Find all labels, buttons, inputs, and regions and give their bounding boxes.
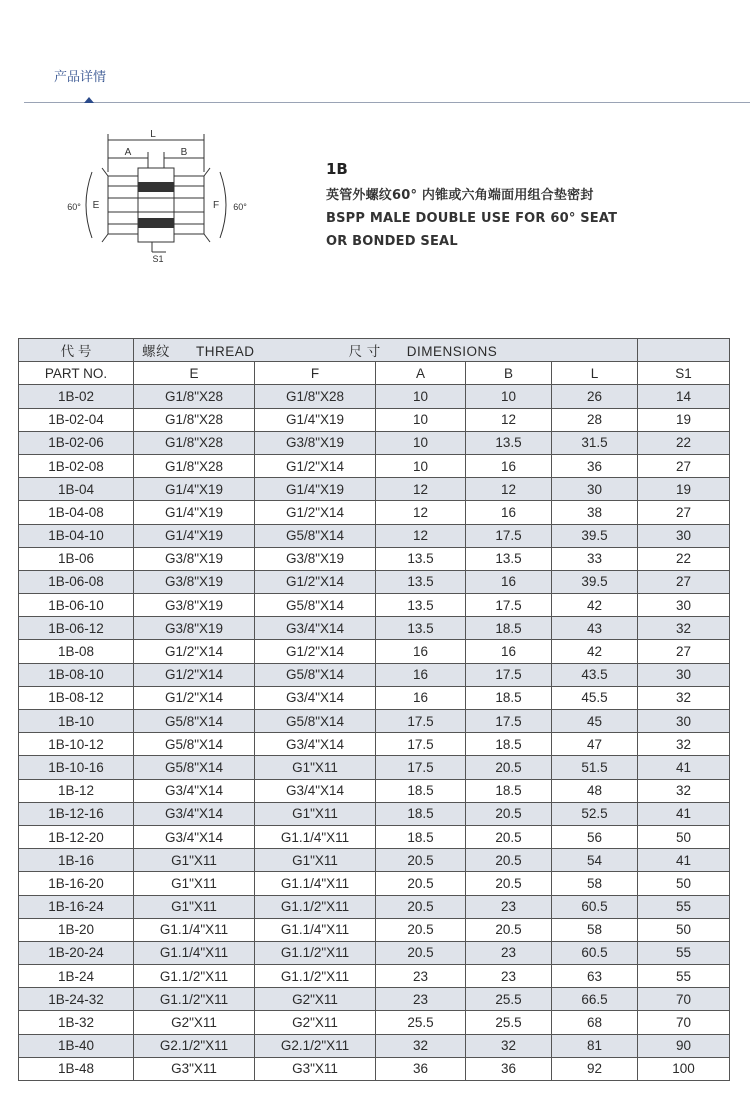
cell-s1: 22 (638, 431, 730, 454)
cell-a: 16 (376, 686, 466, 709)
cell-b: 23 (466, 895, 552, 918)
cell-l: 68 (552, 1011, 638, 1034)
table-row (19, 617, 730, 640)
cell-a: 20.5 (376, 849, 466, 872)
section-divider (24, 102, 750, 103)
cell-b: 17.5 (466, 663, 552, 686)
cell-a: 10 (376, 431, 466, 454)
cell-b: 32 (466, 1034, 552, 1057)
fitting-diagram (58, 128, 254, 268)
table-row (19, 686, 730, 709)
table-row (19, 1011, 730, 1034)
cell-s1: 32 (638, 617, 730, 640)
table-row (19, 501, 730, 524)
cell-part-no: 1B-16-20 (19, 872, 134, 895)
cell-s1: 50 (638, 825, 730, 848)
cell-e: G3/4"X14 (134, 779, 255, 802)
dim-label-l: L (150, 129, 156, 140)
header-col-a: A (376, 362, 466, 385)
cell-part-no: 1B-08-12 (19, 686, 134, 709)
cell-e: G3/8"X19 (134, 617, 255, 640)
cell-l: 56 (552, 825, 638, 848)
cell-f: G2.1/2"X11 (255, 1034, 376, 1057)
cell-f: G1.1/2"X11 (255, 895, 376, 918)
cell-s1: 50 (638, 918, 730, 941)
cell-e: G3/4"X14 (134, 825, 255, 848)
dim-label-a: A (124, 147, 132, 158)
cell-part-no: 1B-02-04 (19, 408, 134, 431)
table-header-row-1 (19, 339, 730, 362)
cell-l: 52.5 (552, 802, 638, 825)
cell-s1: 27 (638, 454, 730, 477)
hex-section-cut (138, 182, 174, 192)
cell-e: G1/4"X19 (134, 501, 255, 524)
header-code-cn: 代 号 (19, 339, 134, 362)
cell-l: 51.5 (552, 756, 638, 779)
cell-s1: 30 (638, 594, 730, 617)
cell-b: 18.5 (466, 733, 552, 756)
cell-f: G1.1/2"X11 (255, 965, 376, 988)
cell-part-no: 1B-16-24 (19, 895, 134, 918)
cell-e: G1"X11 (134, 849, 255, 872)
table-row (19, 965, 730, 988)
cell-part-no: 1B-12-16 (19, 802, 134, 825)
cell-f: G3/8"X19 (255, 431, 376, 454)
cell-e: G1/4"X19 (134, 478, 255, 501)
cell-a: 23 (376, 965, 466, 988)
cell-l: 60.5 (552, 895, 638, 918)
cell-part-no: 1B-12-20 (19, 825, 134, 848)
header-empty (638, 339, 730, 362)
cell-e: G1/2"X14 (134, 686, 255, 709)
cell-b: 16 (466, 454, 552, 477)
cell-part-no: 1B-08 (19, 640, 134, 663)
cell-l: 39.5 (552, 524, 638, 547)
cell-s1: 30 (638, 524, 730, 547)
cell-a: 17.5 (376, 710, 466, 733)
cell-s1: 55 (638, 941, 730, 964)
cell-a: 18.5 (376, 802, 466, 825)
cell-e: G1/2"X14 (134, 663, 255, 686)
cell-part-no: 1B-40 (19, 1034, 134, 1057)
cell-e: G2"X11 (134, 1011, 255, 1034)
cell-l: 63 (552, 965, 638, 988)
cell-a: 10 (376, 454, 466, 477)
table-row (19, 849, 730, 872)
dim-label-s1: S1 (152, 254, 164, 264)
table-row (19, 756, 730, 779)
cell-b: 16 (466, 570, 552, 593)
cell-l: 28 (552, 408, 638, 431)
cell-s1: 32 (638, 686, 730, 709)
cell-e: G1/8"X28 (134, 408, 255, 431)
table-row (19, 408, 730, 431)
product-description-en-1: BSPP MALE DOUBLE USE FOR 60° SEAT (326, 211, 618, 226)
cell-f: G1/4"X19 (255, 478, 376, 501)
cell-b: 23 (466, 941, 552, 964)
cell-part-no: 1B-06 (19, 547, 134, 570)
cell-a: 12 (376, 524, 466, 547)
cell-f: G3/8"X19 (255, 547, 376, 570)
cell-f: G1/2"X14 (255, 501, 376, 524)
cell-a: 20.5 (376, 918, 466, 941)
dim-label-e: E (92, 200, 100, 211)
cell-a: 18.5 (376, 779, 466, 802)
cell-s1: 41 (638, 756, 730, 779)
cell-e: G3"X11 (134, 1057, 255, 1080)
cell-part-no: 1B-10-12 (19, 733, 134, 756)
cell-b: 18.5 (466, 779, 552, 802)
cell-a: 20.5 (376, 941, 466, 964)
cell-b: 10 (466, 385, 552, 408)
cell-s1: 32 (638, 733, 730, 756)
dim-label-f: F (212, 200, 220, 211)
hex-body (138, 168, 174, 242)
cell-f: G1"X11 (255, 802, 376, 825)
cell-a: 12 (376, 478, 466, 501)
cell-s1: 30 (638, 710, 730, 733)
cell-part-no: 1B-06-10 (19, 594, 134, 617)
header-thread-en: THREAD (196, 344, 255, 360)
table-row (19, 733, 730, 756)
cell-f: G1.1/2"X11 (255, 941, 376, 964)
header-col-l: L (552, 362, 638, 385)
section-tab-product-details[interactable]: 产品详情 (54, 70, 107, 85)
cell-e: G5/8"X14 (134, 733, 255, 756)
table-row (19, 547, 730, 570)
cell-b: 20.5 (466, 872, 552, 895)
cell-a: 17.5 (376, 756, 466, 779)
table-row (19, 895, 730, 918)
table-row (19, 1034, 730, 1057)
cell-e: G2.1/2"X11 (134, 1034, 255, 1057)
cell-l: 47 (552, 733, 638, 756)
cell-s1: 27 (638, 640, 730, 663)
cell-a: 25.5 (376, 1011, 466, 1034)
cell-part-no: 1B-20-24 (19, 941, 134, 964)
cell-part-no: 1B-16 (19, 849, 134, 872)
cell-b: 17.5 (466, 594, 552, 617)
cell-l: 54 (552, 849, 638, 872)
cell-f: G5/8"X14 (255, 710, 376, 733)
cell-e: G3/4"X14 (134, 802, 255, 825)
cell-e: G1.1/2"X11 (134, 965, 255, 988)
cell-a: 10 (376, 385, 466, 408)
cell-e: G5/8"X14 (134, 756, 255, 779)
cell-b: 18.5 (466, 617, 552, 640)
cell-f: G5/8"X14 (255, 594, 376, 617)
cell-f: G1/4"X19 (255, 408, 376, 431)
table-row (19, 524, 730, 547)
cell-f: G3/4"X14 (255, 779, 376, 802)
cell-part-no: 1B-06-12 (19, 617, 134, 640)
active-tab-indicator (84, 97, 94, 103)
cell-part-no: 1B-32 (19, 1011, 134, 1034)
cell-s1: 14 (638, 385, 730, 408)
cell-s1: 30 (638, 663, 730, 686)
table-row (19, 710, 730, 733)
cell-s1: 19 (638, 478, 730, 501)
cell-a: 20.5 (376, 895, 466, 918)
cell-f: G1.1/4"X11 (255, 918, 376, 941)
cell-part-no: 1B-20 (19, 918, 134, 941)
table-row (19, 1057, 730, 1080)
table-row (19, 779, 730, 802)
cell-s1: 70 (638, 1011, 730, 1034)
cell-l: 39.5 (552, 570, 638, 593)
cell-e: G1/8"X28 (134, 454, 255, 477)
cell-a: 16 (376, 640, 466, 663)
cell-l: 45.5 (552, 686, 638, 709)
cell-b: 16 (466, 501, 552, 524)
cell-f: G5/8"X14 (255, 524, 376, 547)
product-description-en-2: OR BONDED SEAL (326, 234, 458, 249)
angle-label-right: 60° (233, 202, 247, 212)
cell-l: 30 (552, 478, 638, 501)
cell-b: 20.5 (466, 918, 552, 941)
header-col-e: E (134, 362, 255, 385)
cell-e: G1.1/4"X11 (134, 941, 255, 964)
table-row (19, 431, 730, 454)
table-row (19, 802, 730, 825)
table-row (19, 988, 730, 1011)
cell-b: 16 (466, 640, 552, 663)
cell-f: G2"X11 (255, 1011, 376, 1034)
cell-s1: 27 (638, 501, 730, 524)
cell-l: 45 (552, 710, 638, 733)
cell-l: 42 (552, 640, 638, 663)
cell-s1: 70 (638, 988, 730, 1011)
cell-a: 13.5 (376, 594, 466, 617)
cell-e: G1/4"X19 (134, 524, 255, 547)
cell-part-no: 1B-04 (19, 478, 134, 501)
cell-part-no: 1B-04-10 (19, 524, 134, 547)
table-row (19, 570, 730, 593)
cell-f: G1"X11 (255, 849, 376, 872)
cell-f: G3/4"X14 (255, 617, 376, 640)
cell-l: 92 (552, 1057, 638, 1080)
cell-s1: 41 (638, 849, 730, 872)
cell-s1: 90 (638, 1034, 730, 1057)
cell-e: G3/8"X19 (134, 594, 255, 617)
cell-f: G1"X11 (255, 756, 376, 779)
cell-part-no: 1B-24 (19, 965, 134, 988)
cell-b: 17.5 (466, 710, 552, 733)
cell-s1: 32 (638, 779, 730, 802)
cell-b: 13.5 (466, 431, 552, 454)
cell-s1: 27 (638, 570, 730, 593)
cell-l: 42 (552, 594, 638, 617)
table-row (19, 918, 730, 941)
cell-a: 18.5 (376, 825, 466, 848)
cell-s1: 41 (638, 802, 730, 825)
cell-l: 43.5 (552, 663, 638, 686)
cell-part-no: 1B-48 (19, 1057, 134, 1080)
table-row (19, 825, 730, 848)
cell-part-no: 1B-06-08 (19, 570, 134, 593)
table-row (19, 454, 730, 477)
cell-b: 20.5 (466, 849, 552, 872)
cell-b: 13.5 (466, 547, 552, 570)
cell-s1: 55 (638, 965, 730, 988)
cell-a: 13.5 (376, 617, 466, 640)
cell-a: 20.5 (376, 872, 466, 895)
header-col-b: B (466, 362, 552, 385)
dim-label-b: B (180, 147, 188, 158)
cell-part-no: 1B-24-32 (19, 988, 134, 1011)
table-row (19, 872, 730, 895)
header-dim-en: DIMENSIONS (406, 344, 498, 360)
cell-l: 58 (552, 872, 638, 895)
cell-part-no: 1B-02-06 (19, 431, 134, 454)
cell-s1: 50 (638, 872, 730, 895)
header-dim-cn: 尺 寸 (348, 344, 381, 360)
cell-b: 20.5 (466, 825, 552, 848)
cell-part-no: 1B-12 (19, 779, 134, 802)
cell-e: G3/8"X19 (134, 547, 255, 570)
cell-l: 60.5 (552, 941, 638, 964)
cell-l: 31.5 (552, 431, 638, 454)
header-group (134, 339, 638, 362)
cell-part-no: 1B-04-08 (19, 501, 134, 524)
product-model: 1B (326, 160, 348, 178)
cell-b: 12 (466, 408, 552, 431)
cell-e: G1"X11 (134, 895, 255, 918)
cell-a: 23 (376, 988, 466, 1011)
cell-f: G3/4"X14 (255, 733, 376, 756)
cell-a: 13.5 (376, 547, 466, 570)
table-header-row-2 (19, 362, 730, 385)
header-thread-cn: 螺纹 (142, 344, 170, 360)
cell-b: 18.5 (466, 686, 552, 709)
cell-a: 10 (376, 408, 466, 431)
cell-f: G3"X11 (255, 1057, 376, 1080)
cell-l: 38 (552, 501, 638, 524)
cell-part-no: 1B-02 (19, 385, 134, 408)
cell-f: G1/8"X28 (255, 385, 376, 408)
product-description-cn: 英管外螺纹60° 内锥或六角端面用组合垫密封 (326, 188, 594, 203)
cell-s1: 55 (638, 895, 730, 918)
cell-f: G1.1/4"X11 (255, 825, 376, 848)
cell-f: G2"X11 (255, 988, 376, 1011)
cell-f: G1/2"X14 (255, 454, 376, 477)
cell-b: 20.5 (466, 802, 552, 825)
cell-e: G1/8"X28 (134, 385, 255, 408)
cell-a: 16 (376, 663, 466, 686)
cell-b: 20.5 (466, 756, 552, 779)
cell-s1: 19 (638, 408, 730, 431)
cell-a: 32 (376, 1034, 466, 1057)
header-part-no: PART NO. (19, 362, 134, 385)
cell-f: G5/8"X14 (255, 663, 376, 686)
cell-l: 33 (552, 547, 638, 570)
table-row (19, 385, 730, 408)
cell-e: G1.1/2"X11 (134, 988, 255, 1011)
cell-b: 12 (466, 478, 552, 501)
cell-l: 58 (552, 918, 638, 941)
cell-a: 17.5 (376, 733, 466, 756)
cell-f: G1.1/4"X11 (255, 872, 376, 895)
product-info (326, 160, 617, 253)
header-col-s1: S1 (638, 362, 730, 385)
cell-l: 43 (552, 617, 638, 640)
cell-part-no: 1B-10 (19, 710, 134, 733)
cell-e: G1/8"X28 (134, 431, 255, 454)
cell-part-no: 1B-08-10 (19, 663, 134, 686)
cell-b: 25.5 (466, 1011, 552, 1034)
header-col-f: F (255, 362, 376, 385)
cell-e: G5/8"X14 (134, 710, 255, 733)
cell-b: 23 (466, 965, 552, 988)
cell-l: 66.5 (552, 988, 638, 1011)
cell-f: G1/2"X14 (255, 570, 376, 593)
cell-e: G1"X11 (134, 872, 255, 895)
cell-l: 26 (552, 385, 638, 408)
table-row (19, 941, 730, 964)
cell-b: 17.5 (466, 524, 552, 547)
cell-e: G1/2"X14 (134, 640, 255, 663)
cell-a: 13.5 (376, 570, 466, 593)
cell-a: 36 (376, 1057, 466, 1080)
cell-l: 81 (552, 1034, 638, 1057)
cell-b: 36 (466, 1057, 552, 1080)
cell-part-no: 1B-02-08 (19, 454, 134, 477)
angle-label-left: 60° (67, 202, 81, 212)
table-row (19, 478, 730, 501)
table-row (19, 663, 730, 686)
table-row (19, 640, 730, 663)
table-row (19, 594, 730, 617)
cell-s1: 22 (638, 547, 730, 570)
cell-b: 25.5 (466, 988, 552, 1011)
cell-part-no: 1B-10-16 (19, 756, 134, 779)
cell-s1: 100 (638, 1057, 730, 1080)
cell-f: G1/2"X14 (255, 640, 376, 663)
cell-a: 12 (376, 501, 466, 524)
cell-e: G3/8"X19 (134, 570, 255, 593)
cell-e: G1.1/4"X11 (134, 918, 255, 941)
cell-l: 48 (552, 779, 638, 802)
cell-f: G3/4"X14 (255, 686, 376, 709)
dimensions-table (18, 338, 730, 1081)
cell-l: 36 (552, 454, 638, 477)
